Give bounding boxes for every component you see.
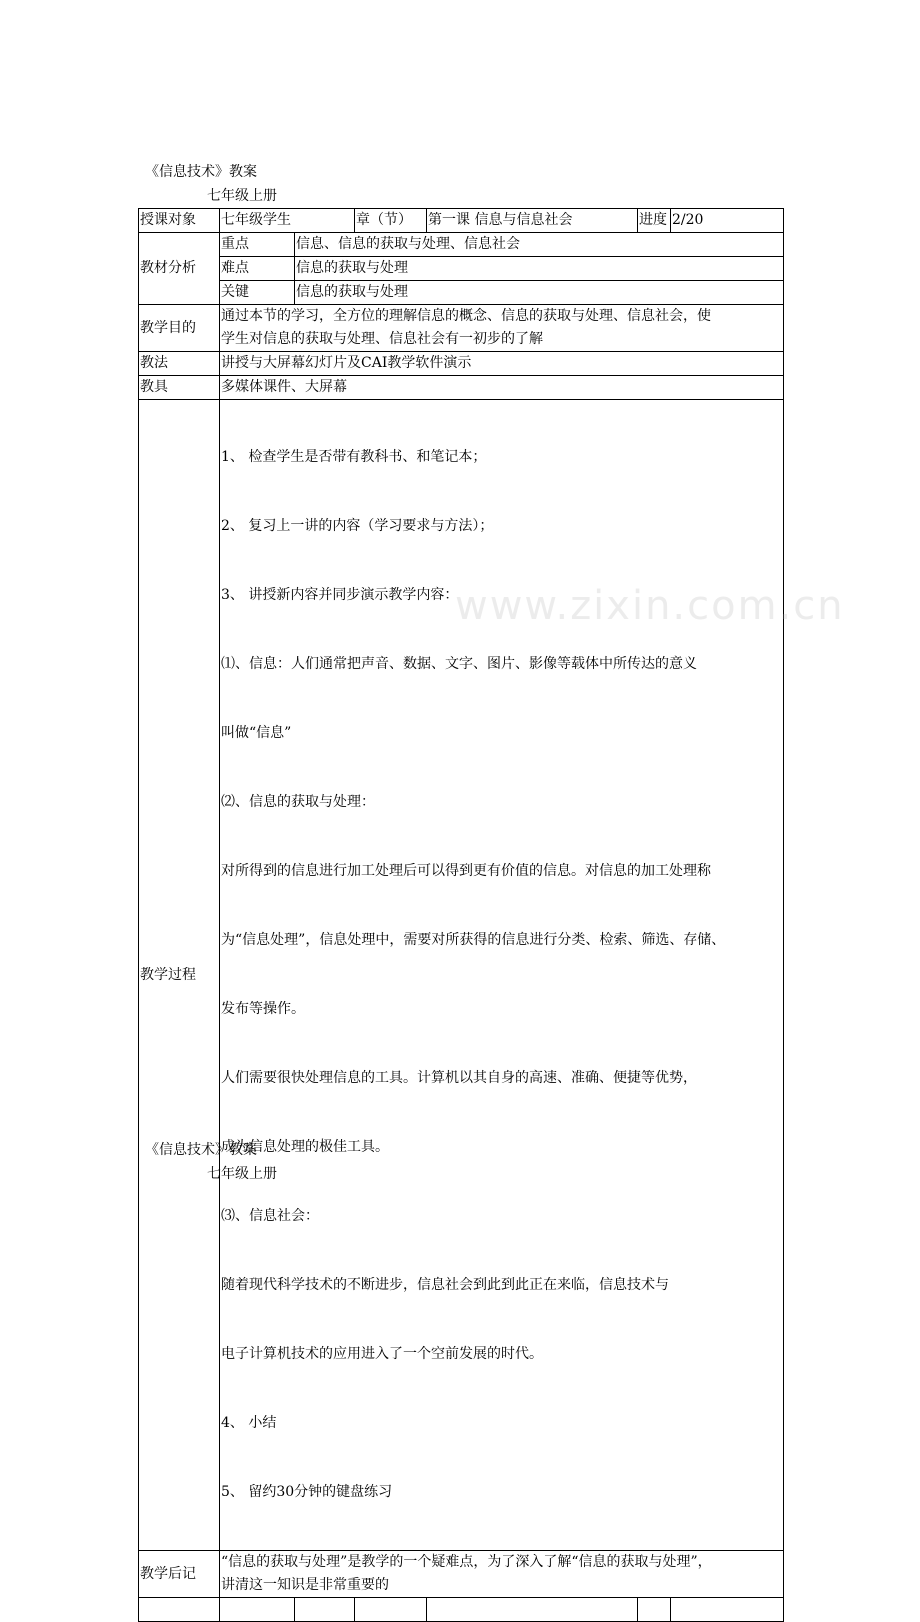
method-label: 教法 [139,352,220,376]
target-value: 七年级学生 [220,209,355,233]
chapter-value: 第一课 信息与信息社会 [427,209,638,233]
table-row [139,233,784,257]
process-line: 4、 小结 [221,1415,277,1431]
target-label: 授课对象 [139,209,220,233]
process-line: 人们需要很快处理信息的工具。计算机以其自身的高速、准确、便捷等优势， [221,1070,697,1086]
analysis-key: 重点 [220,233,295,257]
process-line: 2、 复习上一讲的内容（学习要求与方法）； [221,518,494,534]
process-line: 发布等操作。 [221,1001,305,1017]
process-line: 为“信息处理”，信息处理中，需要对所获得的信息进行分类、检索、筛选、存储、 [221,932,726,948]
table-row [139,257,784,281]
analysis-value: 信息的获取与处理 [295,257,784,281]
reflection-line: “信息的获取与处理”是教学的一个疑难点，为了深入了解“信息的获取与处理”， [221,1554,712,1570]
table-row [139,352,784,376]
progress-value: 2/20 [671,209,784,233]
process-line: 电子计算机技术的应用进入了一个空前发展的时代。 [221,1346,543,1362]
process-line: 1、 检查学生是否带有教科书、和笔记本； [221,449,487,465]
process-line: ⑴、信息：人们通常把声音、数据、文字、图片、影像等载体中所传达的意义 [221,656,697,672]
process-label: 教学过程 [139,400,220,1551]
watermark: www.zixin.com.cn [455,583,845,629]
process-text [220,400,784,1551]
table-row [139,305,784,352]
table-row [139,209,784,233]
table-row [139,281,784,305]
analysis-label: 教材分析 [139,233,220,305]
page2-title: 《信息技术》教案 [145,1142,257,1158]
analysis-value: 信息的获取与处理 [295,281,784,305]
process-line: 叫做“信息” [221,725,292,741]
analysis-key: 关键 [220,281,295,305]
process-line: ⑵、信息的获取与处理： [221,794,375,810]
page2-grade-label: 七年级上册 [207,1166,277,1182]
table-row [139,376,784,400]
process-line: ⑶、信息社会： [221,1208,319,1224]
reflection-text [220,1551,784,1598]
analysis-value: 信息、信息的获取与处理、信息社会 [295,233,784,257]
process-line: 3、 讲授新内容并同步演示教学内容： [221,587,459,603]
method-value: 讲授与大屏幕幻灯片及CAI教学软件演示 [220,352,784,376]
process-line: 5、 留约30分钟的键盘练习 [221,1484,393,1500]
objective-label: 教学目的 [139,305,220,352]
grade-label: 七年级上册 [207,188,277,204]
process-line: 随着现代科学技术的不断进步，信息社会到此到此正在来临，信息技术与 [221,1277,669,1293]
process-line: 对所得到的信息进行加工处理后可以得到更有价值的信息。对信息的加工处理称 [221,863,711,879]
reflection-line: 讲清这一知识是非常重要的 [221,1577,389,1593]
objective-line: 学生对信息的获取与处理、信息社会有一初步的了解 [221,331,543,347]
process-line: 成为信息处理的极佳工具。 [221,1139,389,1155]
page-title: 《信息技术》教案 [145,164,257,180]
table-row [139,1551,784,1598]
tools-value: 多媒体课件、大屏幕 [220,376,784,400]
lesson-plan-table [138,208,784,1622]
analysis-key: 难点 [220,257,295,281]
objective-line: 通过本节的学习，全方位的理解信息的概念、信息的获取与处理、信息社会，使 [221,308,711,324]
progress-label: 进度 [638,209,671,233]
objective-text [220,305,784,352]
tools-label: 教具 [139,376,220,400]
table-row [139,400,784,1551]
chapter-label: 章（节） [355,209,427,233]
table-row-empty [139,1598,784,1622]
reflection-label: 教学后记 [139,1551,220,1598]
